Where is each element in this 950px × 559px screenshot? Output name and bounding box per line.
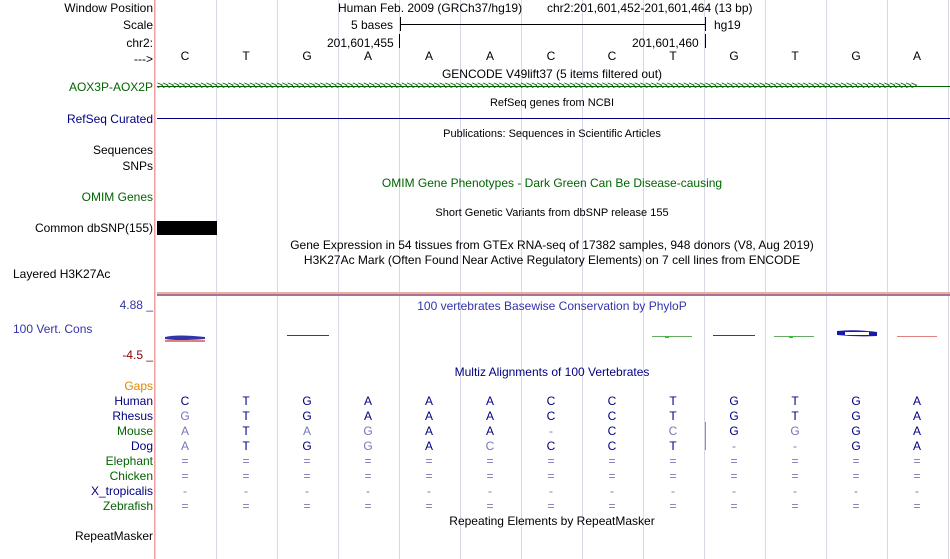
aligned-base: -: [732, 439, 736, 453]
phylop-blip-7: [897, 336, 937, 337]
aligned-base: C: [546, 409, 556, 423]
aligned-base: A: [363, 394, 372, 408]
aligned-base: A: [363, 409, 372, 423]
reference-base: C: [180, 49, 190, 63]
aligned-base: =: [364, 469, 372, 483]
aligned-base: T: [669, 409, 677, 423]
gencode-track-title[interactable]: GENCODE V49lift37 (5 items filtered out): [441, 67, 663, 81]
phylop-label[interactable]: 100 Vert. Cons: [13, 322, 93, 336]
aligned-base: A: [912, 424, 921, 438]
h3k27ac-track-title[interactable]: H3K27Ac Mark (Often Found Near Active Regulatory Elements) on 7 cell lines from ENCODE: [303, 253, 801, 267]
aligned-base: G: [729, 409, 739, 423]
phylop-blip-5: [774, 336, 814, 337]
aligned-base: =: [791, 469, 799, 483]
phylop-blip-5-accent: [789, 336, 793, 338]
omim-track-title[interactable]: OMIM Gene Phenotypes - Dark Green Can Be Disease-causing: [381, 176, 723, 190]
aligned-base: -: [854, 484, 858, 498]
aligned-base: G: [302, 394, 312, 408]
reference-base: G: [729, 49, 739, 63]
species-label[interactable]: X_tropicalis: [90, 484, 153, 498]
gencode-item-label[interactable]: AOX3P-AOX2P: [68, 80, 153, 94]
reference-base: A: [485, 49, 494, 63]
refseq-curated-label[interactable]: RefSeq Curated: [66, 112, 153, 126]
aligned-base: G: [851, 424, 861, 438]
aligned-base: C: [546, 394, 556, 408]
aligned-base: =: [425, 499, 433, 513]
coord-right-tick: [705, 34, 706, 48]
aligned-base: A: [912, 439, 921, 453]
window-position-label: Window Position: [64, 1, 153, 15]
aligned-base: -: [793, 439, 797, 453]
dbsnp-variant-box[interactable]: [157, 221, 217, 235]
reference-base: G: [302, 49, 312, 63]
aligned-base: =: [730, 469, 738, 483]
aligned-base: =: [852, 469, 860, 483]
aligned-base: A: [485, 424, 494, 438]
aligned-base: =: [913, 454, 921, 468]
omim-genes-label[interactable]: OMIM Genes: [81, 190, 153, 204]
aligned-base: -: [427, 484, 431, 498]
layered-h3k27ac-label[interactable]: Layered H3K27Ac: [13, 267, 111, 281]
aligned-base: G: [729, 394, 739, 408]
publications-track-title[interactable]: Publications: Sequences in Scientific Articles: [443, 128, 661, 140]
phylop-blip-2: [287, 335, 329, 336]
repeatmasker-track-title[interactable]: Repeating Elements by RepeatMasker: [449, 514, 655, 528]
repeatmasker-label[interactable]: RepeatMasker: [74, 529, 153, 543]
aligned-base: C: [607, 439, 617, 453]
aligned-base: =: [486, 469, 494, 483]
position-text: chr2:201,601,452-201,601,464 (13 bp): [547, 1, 753, 15]
aligned-base: C: [607, 394, 617, 408]
aligned-base: -: [488, 484, 492, 498]
aligned-base: T: [791, 409, 799, 423]
reference-base: A: [363, 49, 372, 63]
aligned-base: -: [244, 484, 248, 498]
aligned-base: A: [424, 394, 433, 408]
aligned-base: G: [851, 409, 861, 423]
aligned-base: G: [302, 409, 312, 423]
snps-label[interactable]: SNPs: [122, 159, 153, 173]
phylop-blip-4: [713, 335, 755, 336]
aligned-base: T: [242, 424, 250, 438]
aligned-base: A: [302, 424, 311, 438]
aligned-base: =: [669, 454, 677, 468]
refseq-track-title[interactable]: RefSeq genes from NCBI: [489, 97, 615, 109]
species-label[interactable]: Elephant: [105, 454, 153, 468]
reference-base: T: [669, 49, 677, 63]
aligned-base: G: [851, 394, 861, 408]
aligned-base: =: [303, 469, 311, 483]
aligned-base: A: [912, 394, 921, 408]
aligned-base: -: [610, 484, 614, 498]
aligned-base: =: [852, 499, 860, 513]
aligned-base: A: [485, 394, 494, 408]
assembly-title: Human Feb. 2009 (GRCh37/hg19): [338, 1, 523, 15]
strand-arrow-label[interactable]: --->: [134, 52, 153, 66]
aligned-base: =: [364, 454, 372, 468]
aligned-base: -: [549, 424, 553, 438]
aligned-base: =: [608, 499, 616, 513]
aligned-base: T: [242, 394, 250, 408]
aligned-base: =: [913, 499, 921, 513]
aligned-base: =: [608, 454, 616, 468]
aligned-base: =: [181, 469, 189, 483]
aligned-base: =: [242, 454, 250, 468]
reference-base: G: [851, 49, 861, 63]
phylop-blip-1-neg: [165, 340, 205, 342]
reference-base: C: [607, 49, 617, 63]
species-label[interactable]: Human: [114, 394, 153, 408]
coord-left: 201,601,455: [327, 36, 394, 50]
aligned-base: =: [486, 454, 494, 468]
aligned-base: =: [242, 469, 250, 483]
aligned-base: T: [242, 409, 250, 423]
aligned-base: =: [303, 499, 311, 513]
aligned-base: A: [912, 409, 921, 423]
aligned-base: =: [181, 499, 189, 513]
coord-right: 201,601,460: [632, 36, 699, 50]
scale-label: Scale: [122, 18, 153, 32]
aligned-base: -: [915, 484, 919, 498]
species-label[interactable]: Chicken: [109, 469, 153, 483]
aligned-base: =: [425, 469, 433, 483]
aligned-base: G: [851, 439, 861, 453]
aligned-base: =: [547, 499, 555, 513]
aligned-base: =: [913, 469, 921, 483]
aligned-base: C: [180, 394, 190, 408]
aligned-base: =: [303, 454, 311, 468]
aligned-base: C: [607, 409, 617, 423]
aligned-base: =: [547, 454, 555, 468]
gaps-label[interactable]: Gaps: [124, 379, 153, 393]
phylop-blip-6-inner: [845, 332, 869, 335]
species-label[interactable]: Dog: [130, 439, 153, 453]
phylop-wiggle[interactable]: [157, 326, 950, 346]
aligned-base: A: [180, 439, 189, 453]
aligned-base: =: [669, 499, 677, 513]
aligned-base: G: [790, 424, 800, 438]
aligned-base: A: [424, 409, 433, 423]
gencode-strand-chevrons: >>>>>>>>>>>>>>>>>>>>>>>>>>>>>>>>>>>>>>>>>>>>>>>>>>>>>>>>>>>>>>>>>>>>>>>>>>>>>>>>>>>>>>>>>>>>>>>>>>>>>>>>>>>>>>>>>>>>>>>>>>>>>>>>>>>>>>>>>>>>: [157, 80, 917, 92]
aligned-base: A: [485, 409, 494, 423]
h3k27ac-signal-band-lower: [157, 294, 950, 296]
chrom-label: chr2:: [126, 36, 153, 50]
aligned-base: -: [183, 484, 187, 498]
aligned-base: A: [180, 424, 189, 438]
sequences-label[interactable]: Sequences: [92, 143, 153, 157]
aligned-base: =: [242, 499, 250, 513]
aligned-base: -: [305, 484, 309, 498]
reference-base: T: [242, 49, 250, 63]
gtex-track-title[interactable]: Gene Expression in 54 tissues from GTEx RNA-seq of 17382 samples, 948 donors (V8, Aug 2019): [290, 238, 814, 252]
aligned-base: C: [485, 439, 495, 453]
insertion-marker: [705, 422, 706, 450]
aligned-base: G: [363, 439, 373, 453]
phylop-max-label: 4.88 _: [119, 298, 153, 312]
aligned-base: =: [852, 454, 860, 468]
reference-base: T: [791, 49, 799, 63]
aligned-base: =: [730, 499, 738, 513]
aligned-base: =: [608, 469, 616, 483]
aligned-base: -: [549, 484, 553, 498]
phylop-blip-3-accent: [665, 336, 669, 338]
db-name: hg19: [714, 18, 741, 32]
aligned-base: G: [363, 424, 373, 438]
aligned-base: =: [486, 499, 494, 513]
species-label[interactable]: Zebrafish: [102, 499, 153, 513]
aligned-base: T: [242, 439, 250, 453]
aligned-base: =: [425, 454, 433, 468]
species-label[interactable]: Mouse: [116, 424, 153, 438]
aligned-base: A: [424, 424, 433, 438]
aligned-base: =: [730, 454, 738, 468]
aligned-base: =: [364, 499, 372, 513]
coord-left-tick: [399, 34, 400, 48]
reference-base: A: [912, 49, 921, 63]
aligned-base: C: [607, 424, 617, 438]
aligned-base: G: [180, 409, 190, 423]
reference-base: A: [424, 49, 433, 63]
dbsnp-track-title[interactable]: Short Genetic Variants from dbSNP release 155: [435, 207, 669, 219]
aligned-base: =: [181, 454, 189, 468]
common-dbsnp-label[interactable]: Common dbSNP(155): [34, 221, 153, 235]
phylop-min-label: -4.5 _: [122, 348, 153, 362]
aligned-base: G: [302, 439, 312, 453]
multiz-track-title[interactable]: Multiz Alignments of 100 Vertebrates: [454, 365, 650, 379]
phylop-track-title[interactable]: 100 vertebrates Basewise Conservation by PhyloP: [417, 299, 687, 313]
species-label[interactable]: Rhesus: [112, 409, 153, 423]
gencode-gene-feature[interactable]: [157, 80, 950, 94]
aligned-base: T: [669, 439, 677, 453]
aligned-base: =: [547, 469, 555, 483]
aligned-base: -: [732, 484, 736, 498]
aligned-base: =: [669, 469, 677, 483]
phylop-blip-1: [165, 336, 205, 341]
aligned-base: C: [546, 439, 556, 453]
refseq-gene-line[interactable]: [157, 118, 950, 119]
aligned-base: -: [793, 484, 797, 498]
aligned-base: =: [791, 454, 799, 468]
phylop-blip-3: [652, 336, 692, 337]
reference-base: C: [546, 49, 556, 63]
aligned-base: T: [791, 394, 799, 408]
aligned-base: G: [729, 424, 739, 438]
aligned-base: T: [669, 394, 677, 408]
aligned-base: A: [424, 439, 433, 453]
aligned-base: -: [671, 484, 675, 498]
scale-bar-label: 5 bases: [351, 18, 394, 32]
aligned-base: C: [668, 424, 678, 438]
aligned-base: =: [791, 499, 799, 513]
aligned-base: -: [366, 484, 370, 498]
